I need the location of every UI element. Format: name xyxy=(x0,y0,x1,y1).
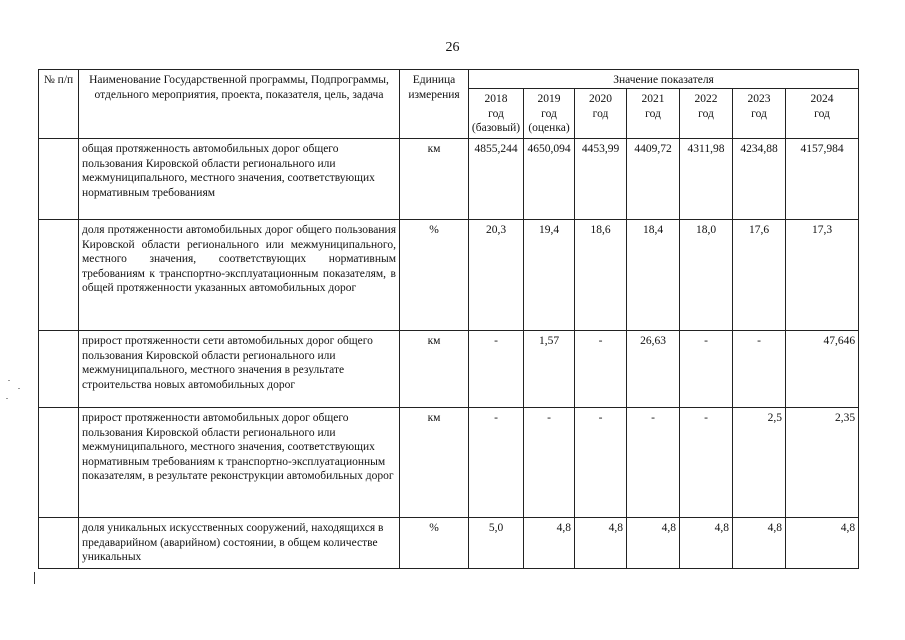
indicator-name: прирост протяженности сети автомобильных дорог общего пользования Кировской области регионального или межмуниципального, местного значения в результате строительства новых автомобильных дорог xyxy=(79,331,400,408)
value-2019: 4650,094 xyxy=(524,139,575,220)
scan-speck xyxy=(6,398,8,399)
value-2018: 4855,244 xyxy=(469,139,524,220)
header-year-2023: 2023 год xyxy=(733,89,786,139)
scan-speck xyxy=(8,380,10,381)
value-2018: 20,3 xyxy=(469,220,524,331)
header-year-2024: 2024 год xyxy=(786,89,859,139)
value-2022: - xyxy=(680,408,733,518)
scan-speck xyxy=(18,388,20,389)
indicator-name: прирост протяженности автомобильных дорог общего пользования Кировской области регионального или межмуниципального, местного значения, соответствующих нормативным требованиям к транспортно-эксплуатационным показателям, в результате реконструкции автомобильных дорог xyxy=(79,408,400,518)
header-year-2018: 2018 год (базовый) xyxy=(469,89,524,139)
value-2018: 5,0 xyxy=(469,518,524,569)
value-2020: 4,8 xyxy=(575,518,627,569)
row-num-cell xyxy=(39,331,79,408)
header-value-group: Значение показателя xyxy=(469,70,859,89)
value-2024: 47,646 xyxy=(786,331,859,408)
value-2022: 18,0 xyxy=(680,220,733,331)
value-2020: - xyxy=(575,331,627,408)
value-2018: - xyxy=(469,331,524,408)
header-year-2021: 2021 год xyxy=(627,89,680,139)
row-num-cell xyxy=(39,139,79,220)
value-2020: 18,6 xyxy=(575,220,627,331)
indicator-name: общая протяженность автомобильных дорог общего пользования Кировской области регионального или межмуниципального, местного значения, соответствующих нормативным требованиям xyxy=(79,139,400,220)
row-num-cell xyxy=(39,220,79,331)
row-num-cell xyxy=(39,518,79,569)
value-2023: - xyxy=(733,331,786,408)
header-name: Наименование Государственной программы, Подпрограммы, отдельного мероприятия, проекта, показателя, цель, задача xyxy=(79,70,400,139)
value-2022: - xyxy=(680,331,733,408)
indicator-unit: км xyxy=(400,408,469,518)
value-2019: 4,8 xyxy=(524,518,575,569)
value-2020: 4453,99 xyxy=(575,139,627,220)
value-2023: 4,8 xyxy=(733,518,786,569)
value-2021: 26,63 xyxy=(627,331,680,408)
indicator-unit: % xyxy=(400,220,469,331)
indicator-unit: % xyxy=(400,518,469,569)
value-2021: 18,4 xyxy=(627,220,680,331)
value-2021: - xyxy=(627,408,680,518)
value-2022: 4,8 xyxy=(680,518,733,569)
table-row xyxy=(39,518,859,569)
value-2022: 4311,98 xyxy=(680,139,733,220)
value-2019: - xyxy=(524,408,575,518)
value-2024: 2,35 xyxy=(786,408,859,518)
page-number: 26 xyxy=(445,40,460,55)
header-num: № п/п xyxy=(39,70,79,139)
row-num-cell xyxy=(39,408,79,518)
value-2018: - xyxy=(469,408,524,518)
value-2020: - xyxy=(575,408,627,518)
table-row xyxy=(39,139,859,220)
value-2023: 17,6 xyxy=(733,220,786,331)
value-2019: 19,4 xyxy=(524,220,575,331)
indicator-unit: км xyxy=(400,331,469,408)
table-row xyxy=(39,220,859,331)
indicator-unit: км xyxy=(400,139,469,220)
value-2024: 4,8 xyxy=(786,518,859,569)
value-2023: 2,5 xyxy=(733,408,786,518)
indicator-name: доля протяженности автомобильных дорог общего пользования Кировской области регионального или межмуниципального, местного значения, соответствующих нормативным требованиям к транспортно-эксплуатационным показателям, в общей протяженности указанных автомобильных дорог xyxy=(79,220,400,331)
table-row xyxy=(39,408,859,518)
header-year-2019: 2019 год (оценка) xyxy=(524,89,575,139)
indicator-table xyxy=(38,69,859,569)
value-2021: 4,8 xyxy=(627,518,680,569)
indicator-name: доля уникальных искусственных сооружений, находящихся в предаварийном (аварийном) состоянии, в общем количестве уникальных xyxy=(79,518,400,569)
header-year-2022: 2022 год xyxy=(680,89,733,139)
header-year-2020: 2020 год xyxy=(575,89,627,139)
scan-margin-mark xyxy=(34,572,35,584)
value-2021: 4409,72 xyxy=(627,139,680,220)
header-unit: Единица измерения xyxy=(400,70,469,139)
value-2023: 4234,88 xyxy=(733,139,786,220)
value-2024: 17,3 xyxy=(786,220,859,331)
value-2019: 1,57 xyxy=(524,331,575,408)
value-2024: 4157,984 xyxy=(786,139,859,220)
table-row xyxy=(39,331,859,408)
